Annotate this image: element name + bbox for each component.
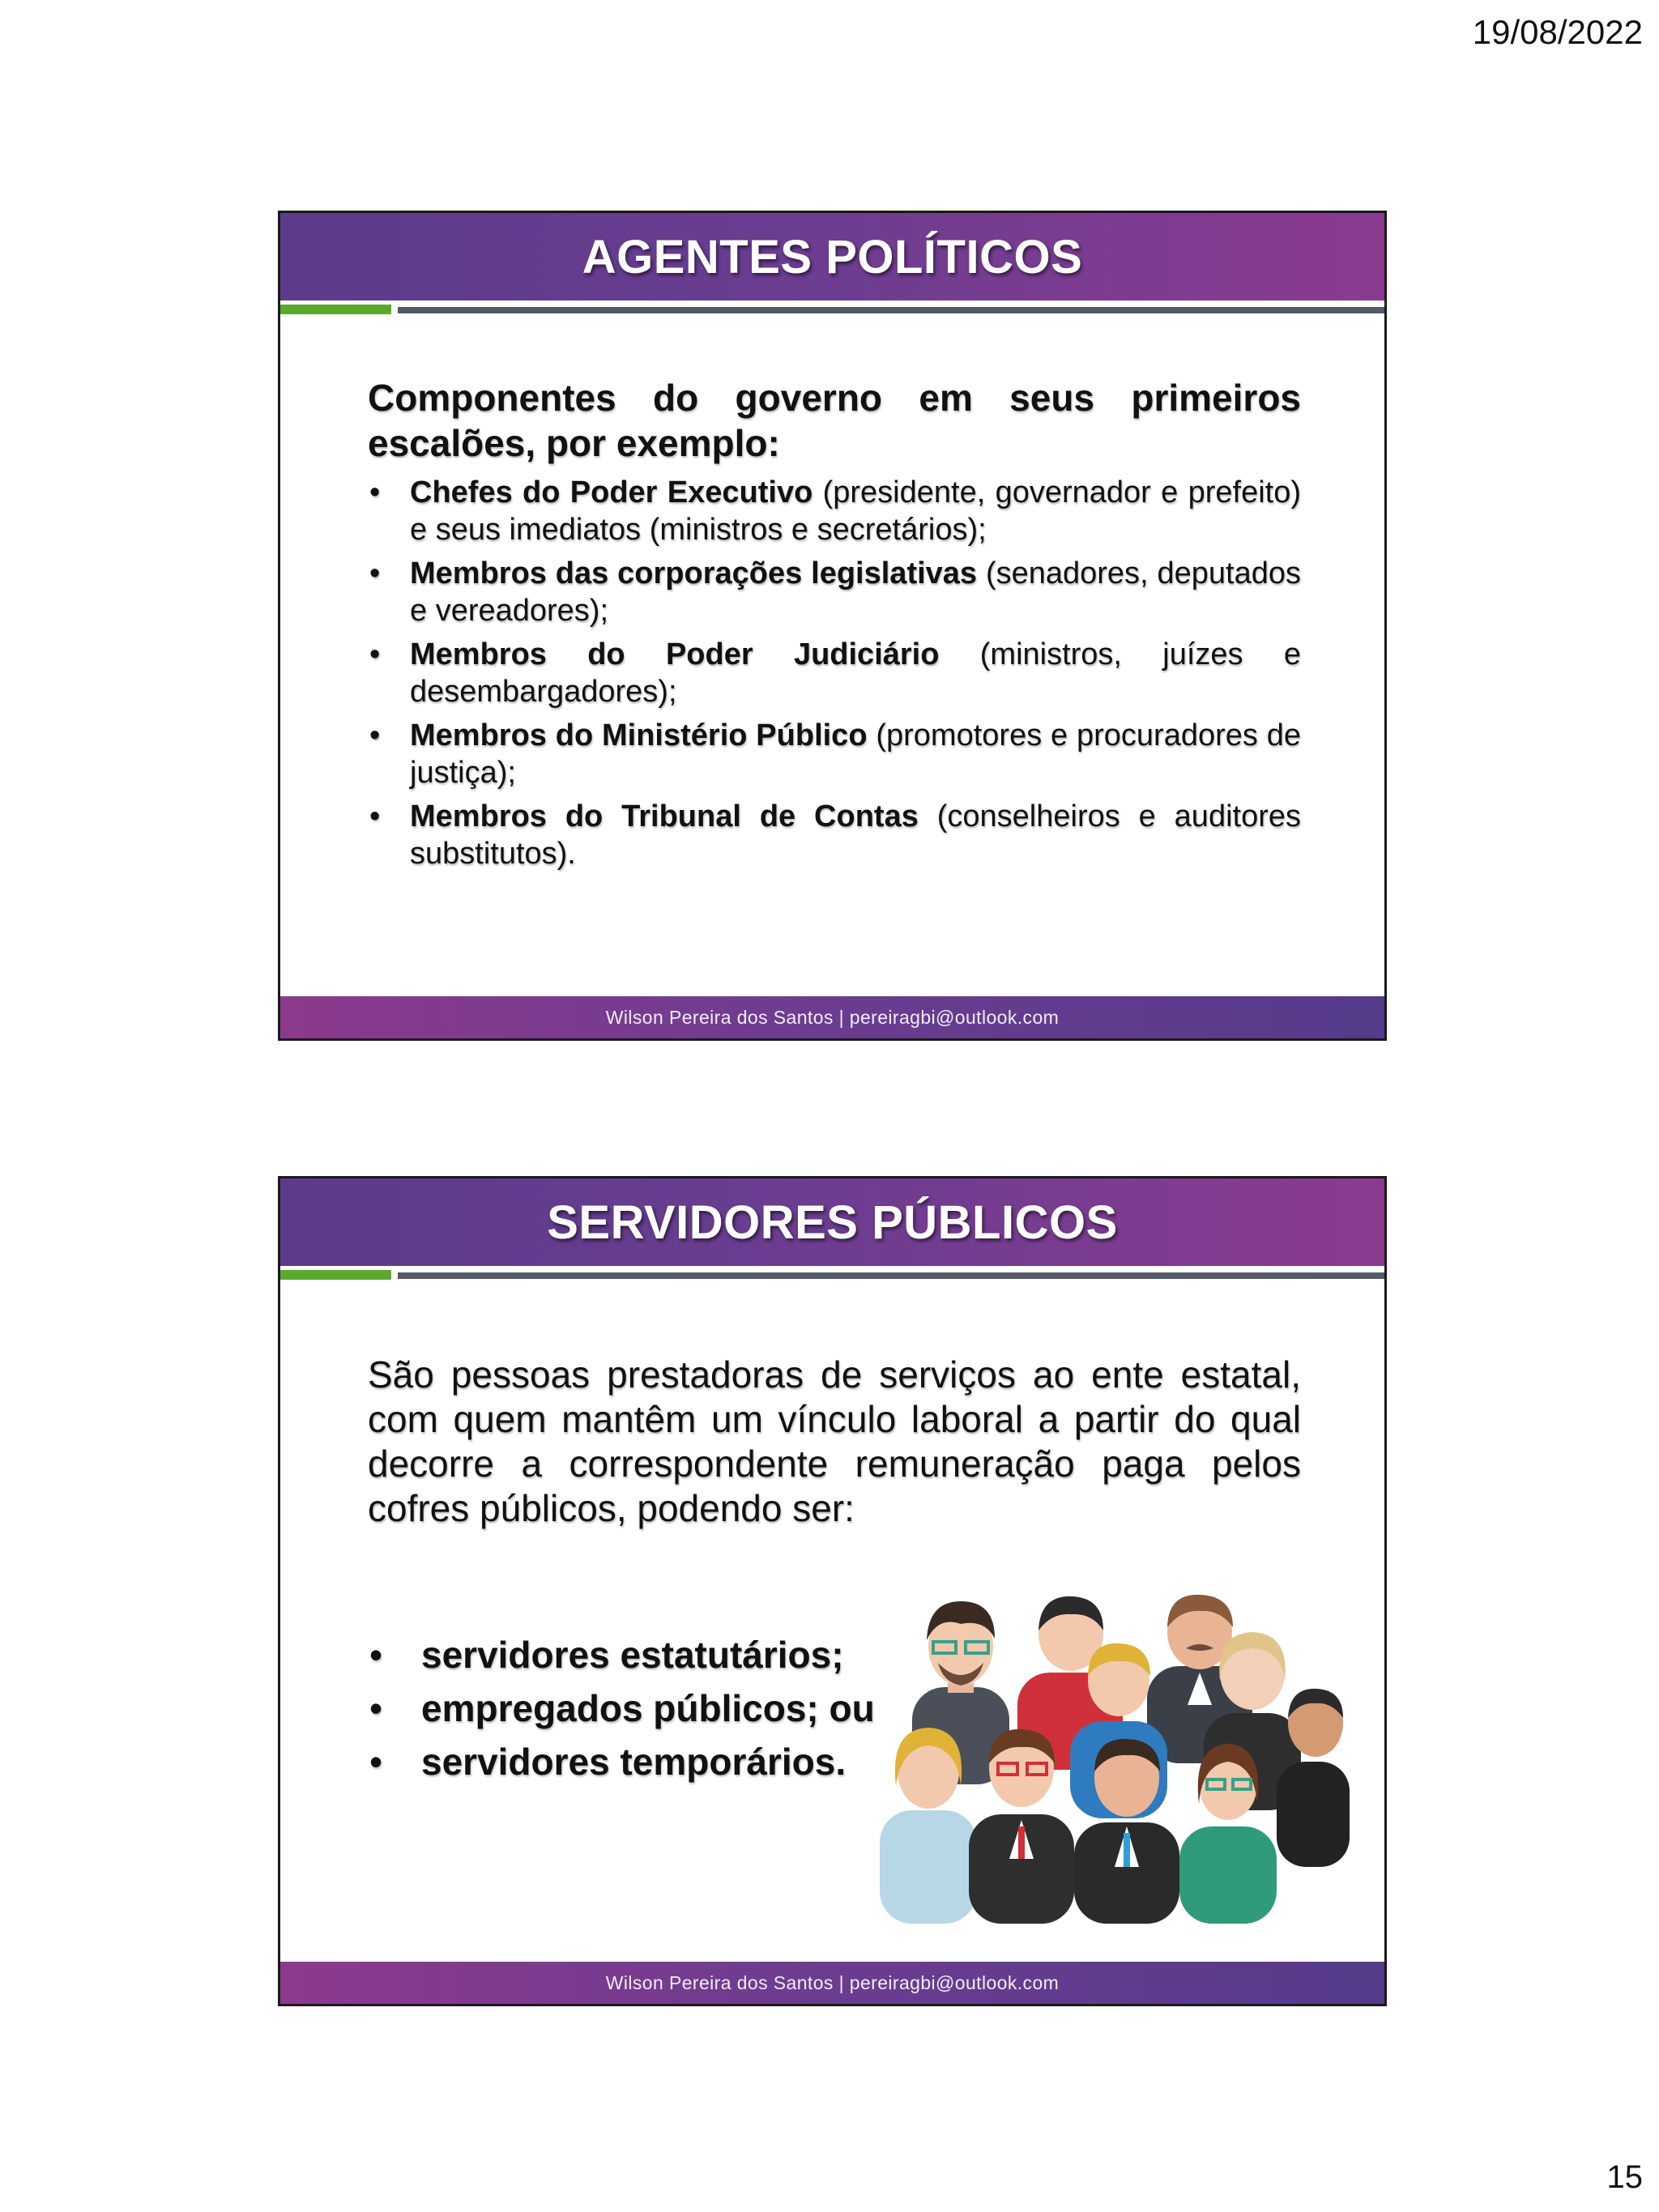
accent-bar-green: [280, 305, 391, 314]
item-bold: Chefes do Poder Executivo: [410, 475, 813, 509]
item-bold: Membros do Tribunal de Contas: [410, 799, 919, 833]
bullet-icon: •: [369, 1634, 383, 1676]
person-figure: [1277, 1689, 1350, 1867]
bullet-list: [368, 1628, 875, 1788]
list-item: [368, 555, 1301, 629]
page-number: 15: [1606, 2159, 1643, 2195]
item-text: (ministros, juízes e desembargadores);: [410, 637, 1301, 709]
item-text: (senadores, deputados e vereadores);: [410, 556, 1301, 628]
list-item: [368, 1628, 875, 1681]
footer-credit: Wilson Pereira dos Santos | pereiragbi@outlook.com: [605, 1971, 1060, 1993]
item-text: servidores estatutários;: [421, 1634, 844, 1676]
slide-title: SERVIDORES PÚBLICOS: [547, 1196, 1118, 1249]
item-text: empregados públicos; ou: [421, 1687, 875, 1729]
bullet-icon: •: [369, 1741, 383, 1783]
item-text: (presidente, governador e prefeito) e seus imediatos (ministros e secretários);: [410, 475, 1302, 547]
slide-content: [368, 375, 1301, 879]
list-item: [368, 636, 1301, 710]
list-item: [368, 474, 1301, 548]
group-of-people-illustration: [880, 1592, 1350, 1924]
item-text: (promotores e procuradores de justiça);: [410, 718, 1301, 790]
item-bold: Membros das corporações legislativas: [410, 556, 978, 590]
accent-bar-gray: [398, 307, 1384, 313]
slide-header: [280, 213, 1384, 300]
bullet-icon: •: [369, 475, 381, 509]
item-text: (conselheiros e auditores substitutos).: [410, 799, 1301, 871]
slide-title: AGENTES POLÍTICOS: [582, 230, 1083, 283]
slide-agentes-politicos: [278, 211, 1387, 1041]
bullet-icon: •: [369, 1687, 383, 1729]
intro-text: Componentes do governo em seus primeiros escalões, por exemplo:: [368, 377, 1301, 464]
slide-header: [280, 1178, 1384, 1266]
slide-servidores-publicos: [278, 1176, 1387, 2006]
bullet-icon: •: [369, 799, 381, 833]
item-bold: Membros do Poder Judiciário: [410, 637, 940, 671]
bullet-icon: •: [369, 556, 381, 590]
bullet-icon: •: [369, 637, 381, 671]
list-item: [368, 1681, 875, 1735]
list-item: [368, 1735, 875, 1788]
page-date: 19/08/2022: [1472, 13, 1643, 51]
intro-text: São pessoas prestadoras de serviços ao ente estatal, com quem mantêm um vínculo laboral a partir do qual decorre a correspondente remuneração paga pelos cofres públicos, podendo ser:: [368, 1353, 1301, 1529]
bullet-list: [368, 474, 1301, 872]
bullet-icon: •: [369, 718, 381, 752]
item-text: servidores temporários.: [421, 1741, 847, 1783]
item-bold: Membros do Ministério Público: [410, 718, 868, 752]
accent-bar-gray: [398, 1272, 1384, 1279]
footer-credit: Wilson Pereira dos Santos | pereiragbi@outlook.com: [605, 1006, 1060, 1028]
slide-footer: [280, 1962, 1384, 2004]
slide-footer: [280, 996, 1384, 1038]
list-item: [368, 717, 1301, 791]
accent-bar-green: [280, 1270, 391, 1280]
slide-content: [368, 1353, 1301, 1531]
list-item: [368, 798, 1301, 872]
